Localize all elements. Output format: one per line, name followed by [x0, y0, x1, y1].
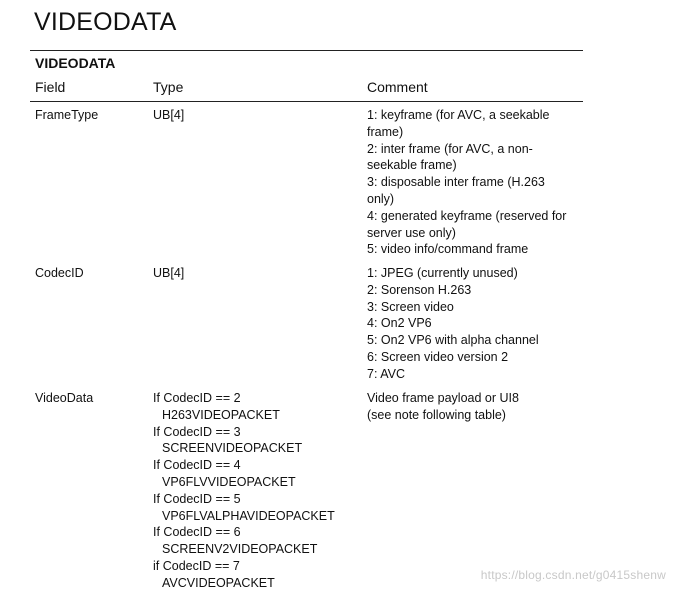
- comment-line: 4: On2 VP6: [367, 316, 432, 331]
- comment-line: Video frame payload or UI8: [367, 391, 519, 405]
- comment-line: (see note following table): [367, 407, 506, 422]
- field-cell: [35, 265, 84, 282]
- table-top-rule: [30, 50, 583, 51]
- videodata-spec-table: [30, 50, 583, 595]
- type-condition: If CodecID == 6: [153, 525, 241, 540]
- type-condition: If CodecID == 3: [153, 424, 241, 439]
- comment-cell: [367, 265, 583, 383]
- type-line: UB[4]: [153, 108, 185, 122]
- table-row-frametype: [30, 107, 583, 265]
- type-packet: AVCVIDEOPACKET: [162, 575, 275, 590]
- type-condition: If CodecID == 5: [153, 491, 241, 506]
- comment-line: 1: keyframe (for AVC, a seekable: [367, 108, 550, 122]
- comment-line: 5: video info/command frame: [367, 242, 529, 257]
- header-type: Type: [153, 79, 184, 95]
- type-packet: SCREENVIDEOPACKET: [162, 441, 303, 456]
- table-header-row: [30, 77, 583, 102]
- field-name: FrameType: [35, 108, 99, 122]
- type-line: UB[4]: [153, 266, 185, 280]
- comment-line: 2: Sorenson H.263: [367, 282, 472, 297]
- comment-line: only): [367, 191, 395, 206]
- field-cell: [35, 107, 98, 124]
- comment-line: 6: Screen video version 2: [367, 349, 509, 364]
- watermark-url: https://blog.csdn.net/g0415shenw: [480, 568, 666, 582]
- type-cell: [153, 390, 363, 592]
- type-condition: if CodecID == 7: [153, 558, 240, 573]
- comment-line: 3: Screen video: [367, 299, 454, 314]
- comment-line: 1: JPEG (currently unused): [367, 266, 518, 280]
- type-packet: VP6FLVALPHAVIDEOPACKET: [162, 508, 335, 523]
- comment-cell: [367, 390, 583, 424]
- type-condition: If CodecID == 4: [153, 458, 241, 473]
- type-cell: [153, 265, 363, 282]
- comment-line: server use only): [367, 225, 456, 240]
- page-title: VIDEODATA: [34, 8, 177, 36]
- comment-line: 5: On2 VP6 with alpha channel: [367, 333, 539, 348]
- type-condition: If CodecID == 2: [153, 391, 241, 405]
- header-comment: Comment: [367, 79, 428, 95]
- comment-cell: [367, 107, 583, 258]
- table-row-codecid: [30, 265, 583, 390]
- comment-line: 4: generated keyframe (reserved for: [367, 208, 567, 223]
- comment-line: 2: inter frame (for AVC, a non-: [367, 141, 533, 156]
- comment-line: seekable frame): [367, 158, 457, 173]
- table-row-videodata: [30, 390, 583, 595]
- table-caption: VIDEODATA: [35, 55, 116, 71]
- header-field: Field: [35, 79, 66, 95]
- comment-line: 7: AVC: [367, 366, 405, 381]
- field-name: VideoData: [35, 391, 94, 405]
- type-packet: H263VIDEOPACKET: [162, 407, 280, 422]
- comment-line: frame): [367, 124, 404, 139]
- comment-line: 3: disposable inter frame (H.263: [367, 175, 545, 190]
- field-name: CodecID: [35, 266, 84, 280]
- type-packet: SCREENV2VIDEOPACKET: [162, 542, 318, 557]
- type-packet: VP6FLVVIDEOPACKET: [162, 474, 296, 489]
- type-cell: [153, 107, 363, 124]
- field-cell: [35, 390, 93, 407]
